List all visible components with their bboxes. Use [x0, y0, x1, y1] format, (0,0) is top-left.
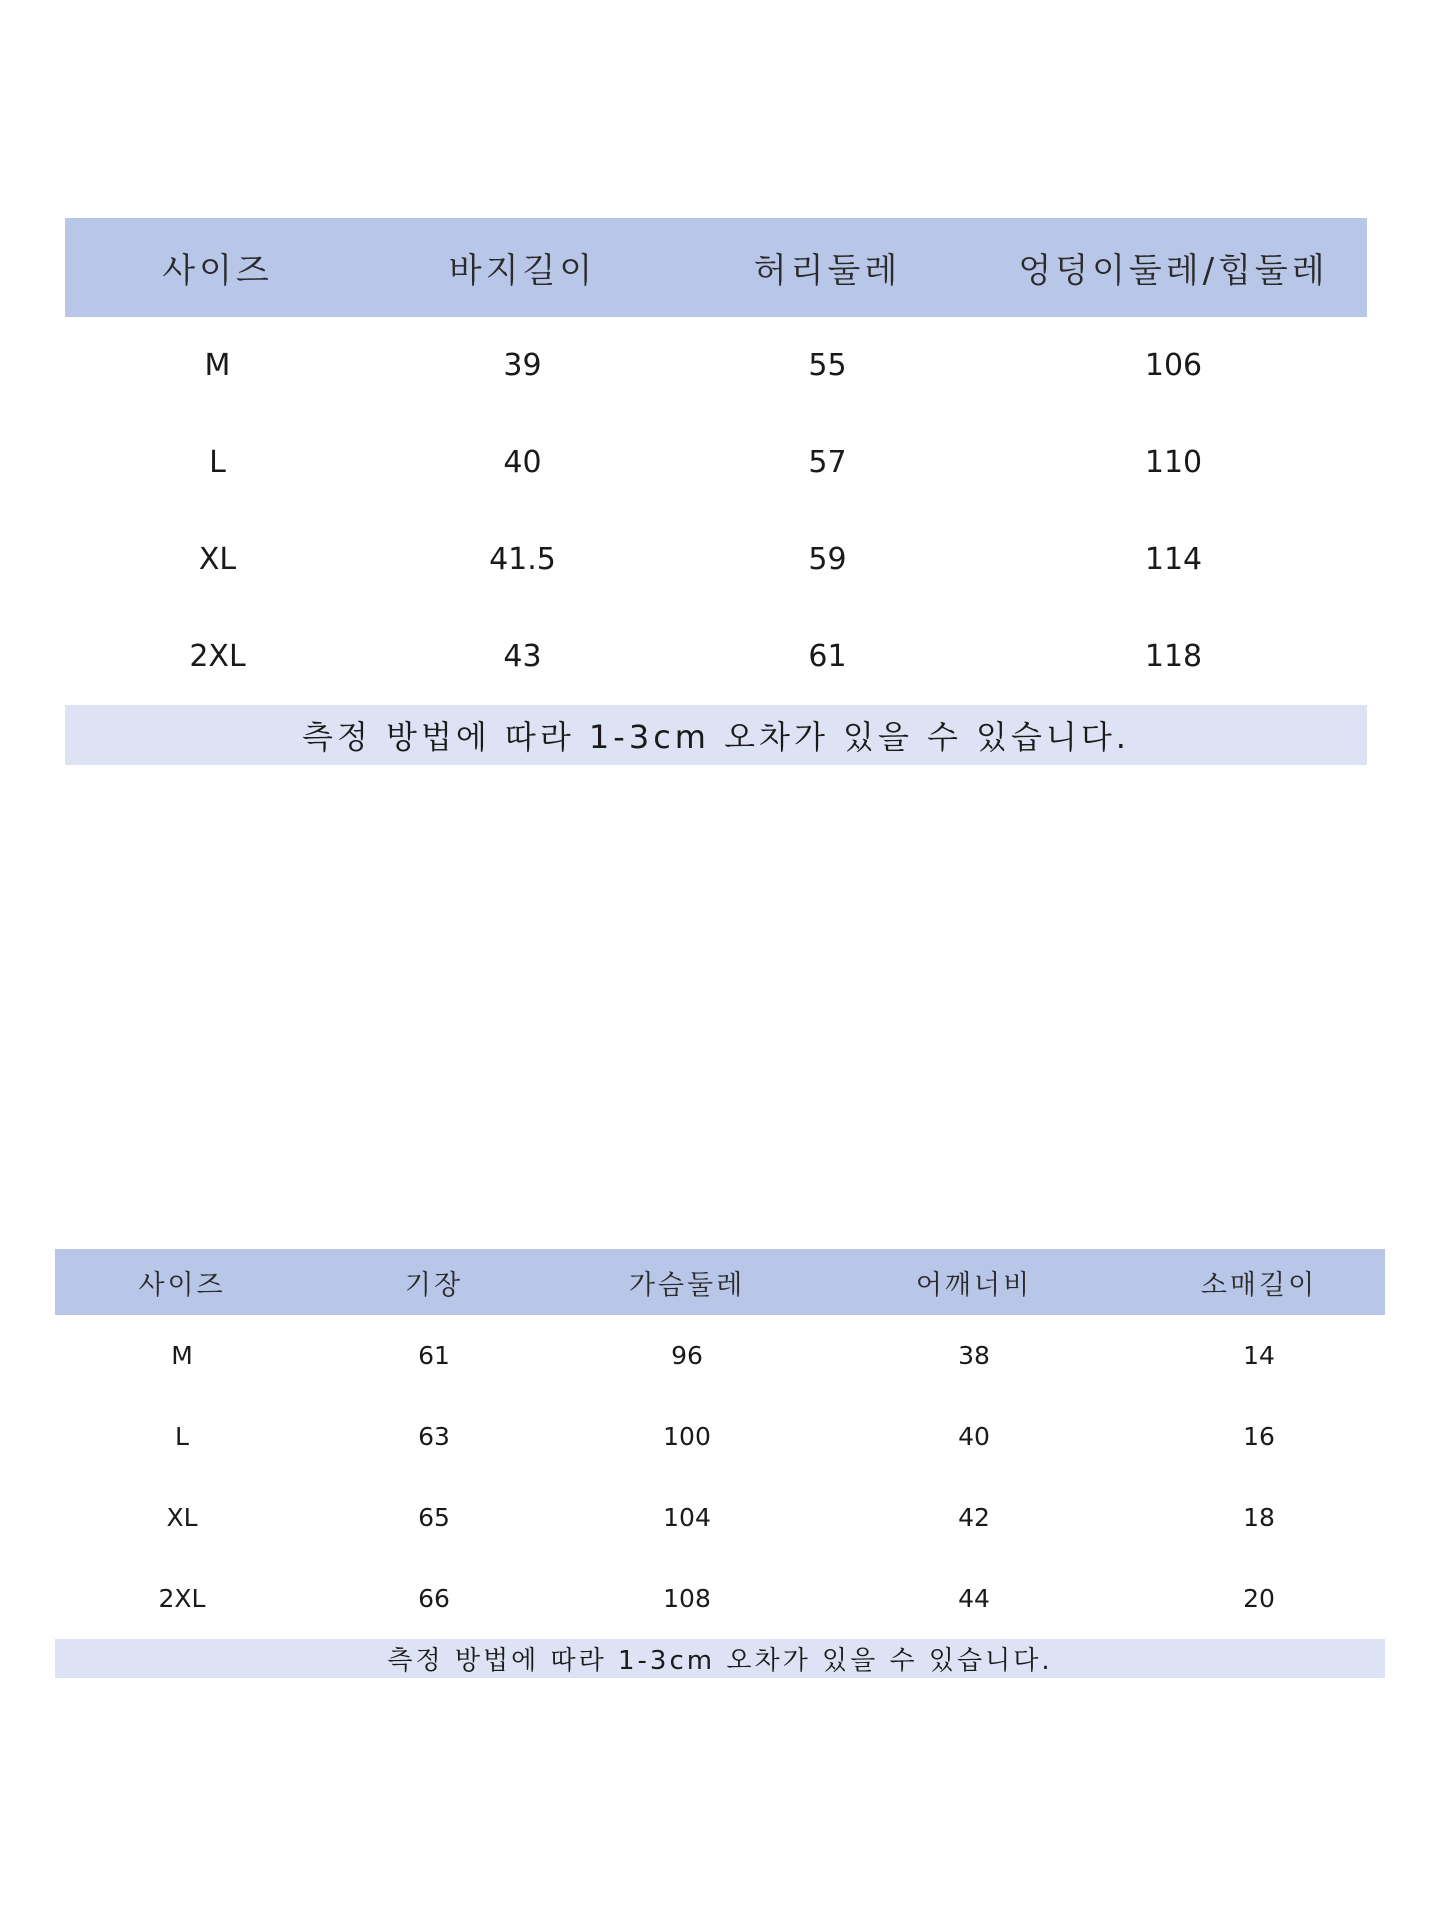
cell-value: 43 [503, 639, 542, 674]
cell-value: 40 [958, 1422, 990, 1451]
cell-value: 20 [1243, 1584, 1275, 1613]
cell-value: 66 [418, 1584, 450, 1613]
table-row [65, 511, 1367, 608]
cell-value: 100 [663, 1422, 711, 1451]
table-header-row [65, 218, 1367, 317]
header-hip: 엉덩이둘레/힙둘레 [1018, 251, 1329, 291]
cell-value: 44 [958, 1584, 990, 1613]
cell-value: 38 [958, 1341, 990, 1370]
pants-size-table [65, 218, 1367, 765]
cell-value: 96 [671, 1341, 703, 1370]
header-shoulder: 어깨너비 [915, 1269, 1033, 1301]
header-sleeve: 소매길이 [1200, 1269, 1318, 1301]
table-row [65, 608, 1367, 705]
cell-value: 55 [808, 348, 847, 383]
cell-value: 114 [1144, 542, 1203, 577]
cell-value: 14 [1243, 1341, 1275, 1370]
cell-value: 40 [503, 445, 542, 480]
cell-size: M [204, 348, 231, 383]
table-header-row [55, 1249, 1385, 1315]
cell-value: 118 [1144, 639, 1203, 674]
table-row [55, 1558, 1385, 1639]
cell-value: 65 [418, 1503, 450, 1532]
cell-size: XL [166, 1503, 198, 1532]
cell-size: L [175, 1422, 189, 1451]
cell-value: 39 [503, 348, 542, 383]
cell-size: L [209, 445, 226, 480]
cell-value: 108 [663, 1584, 711, 1613]
measurement-note: 측정 방법에 따라 1-3cm 오차가 있을 수 있습니다. [302, 718, 1130, 756]
measurement-note-row [55, 1639, 1385, 1678]
cell-value: 61 [418, 1341, 450, 1370]
cell-value: 57 [808, 445, 847, 480]
cell-size: XL [198, 542, 237, 577]
cell-value: 106 [1144, 348, 1203, 383]
header-chest: 가슴둘레 [628, 1269, 746, 1301]
header-waist: 허리둘레 [753, 251, 902, 291]
cell-value: 63 [418, 1422, 450, 1451]
cell-value: 18 [1243, 1503, 1275, 1532]
cell-value: 59 [808, 542, 847, 577]
measurement-note: 측정 방법에 따라 1-3cm 오차가 있을 수 있습니다. [387, 1646, 1053, 1676]
cell-value: 42 [958, 1503, 990, 1532]
header-size: 사이즈 [162, 251, 273, 291]
table-row [65, 414, 1367, 511]
cell-value: 104 [663, 1503, 711, 1532]
measurement-note-row [65, 705, 1367, 765]
top-size-table [55, 1249, 1385, 1678]
cell-size: M [171, 1341, 193, 1370]
header-size: 사이즈 [138, 1269, 226, 1301]
table-row [55, 1477, 1385, 1558]
cell-value: 41.5 [489, 542, 556, 577]
cell-size: 2XL [158, 1584, 206, 1613]
header-pants-length: 바지길이 [448, 251, 597, 291]
table-row [55, 1315, 1385, 1396]
table-row [55, 1396, 1385, 1477]
table-row [65, 317, 1367, 414]
cell-value: 16 [1243, 1422, 1275, 1451]
header-length: 기장 [404, 1269, 464, 1301]
cell-value: 61 [808, 639, 847, 674]
cell-size: 2XL [189, 639, 246, 674]
cell-value: 110 [1144, 445, 1203, 480]
